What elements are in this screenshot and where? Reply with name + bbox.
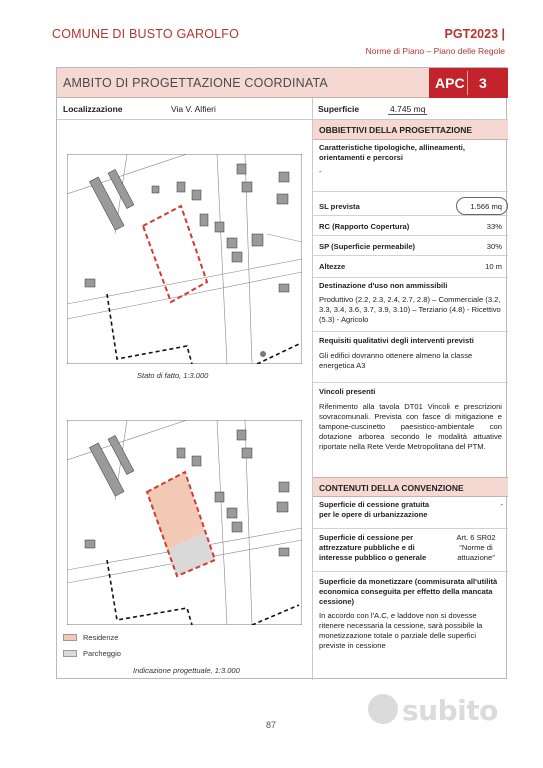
uses-label: Destinazione d'uso non ammissibili [319, 281, 448, 290]
characteristics-label: Caratteristiche tipologiche, allineamenti, orientamenti e percorsi [319, 143, 466, 162]
sl-value: 1.566 mq [470, 202, 502, 211]
right-column [313, 120, 508, 680]
monetize-cell [313, 574, 508, 656]
apc-number: 3 [479, 75, 487, 91]
location-value: Via V. Alfieri [171, 104, 216, 114]
quality-value: Gli edifici dovranno ottenere almeno la classe energetica A3 [319, 351, 473, 370]
legend-label-parcheggio: Parcheggio [83, 649, 121, 658]
header-subtitle: Norme di Piano – Piano delle Regole [365, 46, 505, 56]
sl-label: SL prevista [319, 202, 360, 211]
urban-cell [313, 497, 508, 529]
document-sheet [56, 67, 507, 679]
urban-label: Superficie di cessione gratuita per le opere di urbanizzazione [319, 500, 430, 519]
map-project [67, 420, 302, 625]
characteristics-value: - [319, 167, 322, 176]
legend-swatch-parcheggio [63, 650, 77, 657]
sl-row [313, 196, 508, 216]
caption-existing-state: Stato di fatto, 1:3.000 [137, 371, 209, 380]
header-plan: PGT2023 | [444, 27, 505, 41]
map-existing-state [67, 154, 302, 364]
height-value: 10 m [485, 262, 502, 271]
rc-label: RC (Rapporto Copertura) [319, 222, 410, 231]
monetize-label: Superficie da monetizzare (commisurata all'utilità economica conseguita per effetto della mancata cessione) [319, 577, 498, 606]
constraints-label: Vincoli presenti [319, 387, 376, 396]
sp-value: 30% [486, 242, 502, 251]
urban-value: - [500, 500, 503, 509]
watermark-logo-icon [368, 694, 398, 724]
objectives-heading: OBBIETTIVI DELLA PROGETTAZIONE [313, 120, 508, 140]
characteristics-cell [313, 140, 508, 192]
sp-row [313, 236, 508, 256]
quality-label: Requisiti qualitativi degli interventi previsti [319, 336, 474, 345]
uses-cell [313, 278, 508, 332]
sheet-title: AMBITO DI PROGETTAZIONE COORDINATA [63, 76, 328, 90]
sp-label: SP (Superficie permeabile) [319, 242, 416, 251]
location-label: Localizzazione [63, 104, 123, 114]
constraints-cell [313, 384, 508, 476]
height-row [313, 256, 508, 278]
constraints-value: Riferimento alla tavola DT01 Vincoli e prescrizioni sovracomunali. Prevista con fasce di mitigazione e tampone-cuscinetto paesistico-ambientale con dotazione arborea secondo le modalità attuative riportate nella Rete Verde Metropolitana del PTM. [319, 402, 502, 451]
rc-value: 33% [486, 222, 502, 231]
area-label: Superficie [318, 104, 360, 114]
location-row [57, 98, 508, 120]
legend-label-residenze: Residenze [83, 633, 119, 642]
public-value: Art. 6 SR02 “Norme di attuazione” [456, 533, 496, 562]
height-label: Altezze [319, 262, 346, 271]
rc-row [313, 216, 508, 236]
page-number: 87 [266, 720, 277, 730]
public-label: Superficie di cessione per attrezzature pubbliche e di interesse pubblico o generale [319, 533, 427, 562]
caption-project: Indicazione progettuale, 1:3.000 [133, 666, 240, 675]
area-value: 4.745 mq [390, 104, 426, 114]
apc-badge [429, 68, 508, 98]
watermark-text: subito [402, 694, 498, 727]
convention-heading: CONTENUTI DELLA CONVENZIONE [313, 477, 508, 497]
monetize-value: In accordo con l'A.C, e laddove non si dovesse ritenere necessaria la cessione, sarà possibile la monetizzazione totale o parziale delle superfici previste in cessione [319, 611, 483, 650]
legend-swatch-residenze [63, 634, 77, 641]
apc-divider [467, 71, 468, 95]
public-cell [313, 530, 508, 572]
uses-value: Produttivo (2.2, 2.3, 2.4, 2.7, 2.8) – Commerciale (3.2, 3.3, 3.4, 3.6, 3.7, 3.9, 3.10) – Terziario (4.8) - Ricettivo (5.3) - Agricolo [319, 295, 501, 324]
header-municipality: COMUNE DI BUSTO GAROLFO [52, 27, 240, 41]
quality-cell [313, 333, 508, 383]
apc-code: APC [435, 75, 465, 91]
